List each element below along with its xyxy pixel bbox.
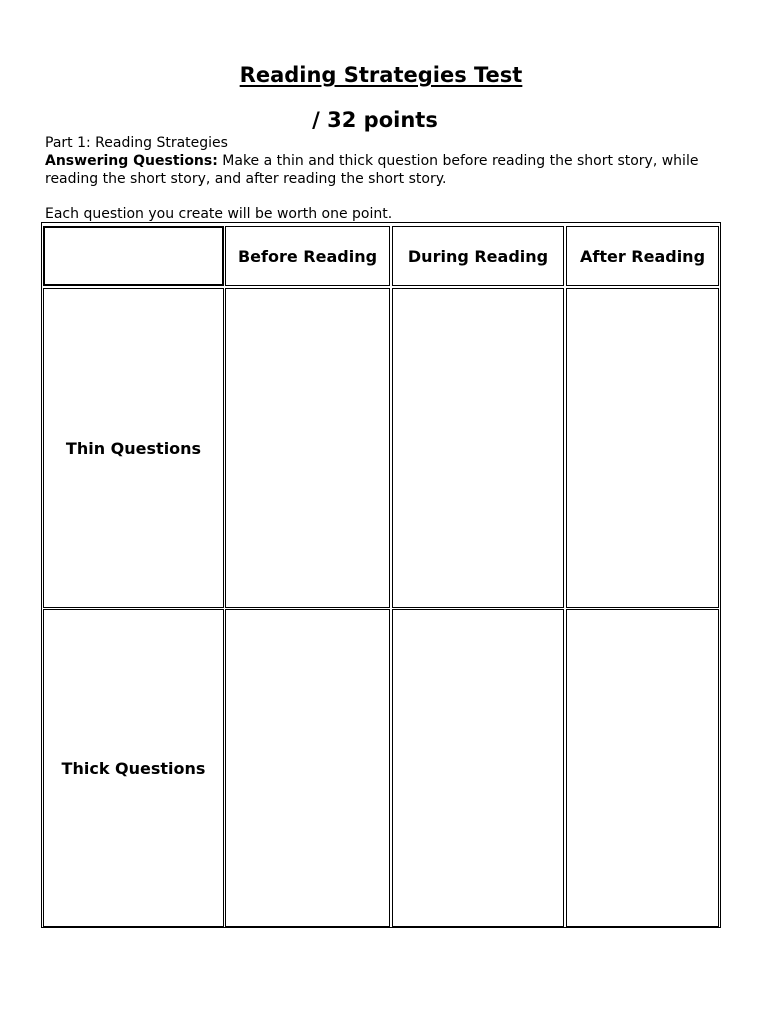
- answering-label: Answering Questions:: [45, 153, 218, 169]
- answering-text: Make a thin and thick question before reading the short story, while reading the short story, and after reading the short story.: [45, 153, 699, 187]
- answer-cell-thin-during[interactable]: [392, 288, 564, 608]
- corner-cell: [43, 226, 224, 286]
- column-header-before-reading: Before Reading: [225, 226, 390, 286]
- answer-cell-thick-after[interactable]: [566, 609, 719, 927]
- row-label-thin-questions: Thin Questions: [43, 288, 224, 608]
- total-points: / 32 points: [312, 108, 438, 132]
- column-header-during-reading: During Reading: [392, 226, 564, 286]
- answer-cell-thick-during[interactable]: [392, 609, 564, 927]
- row-label-thick-questions: Thick Questions: [43, 609, 224, 927]
- answer-cell-thin-before[interactable]: [225, 288, 390, 608]
- worth-text: Each question you create will be worth one point.: [45, 206, 393, 222]
- document-title: Reading Strategies Test: [239, 63, 523, 87]
- question-table: [41, 222, 721, 928]
- answer-cell-thick-before[interactable]: [225, 609, 390, 927]
- answering-paragraph: [45, 152, 745, 188]
- part-heading: Part 1: Reading Strategies: [45, 135, 228, 151]
- answer-cell-thin-after[interactable]: [566, 288, 719, 608]
- instructions: [45, 134, 745, 223]
- column-header-after-reading: After Reading: [566, 226, 719, 286]
